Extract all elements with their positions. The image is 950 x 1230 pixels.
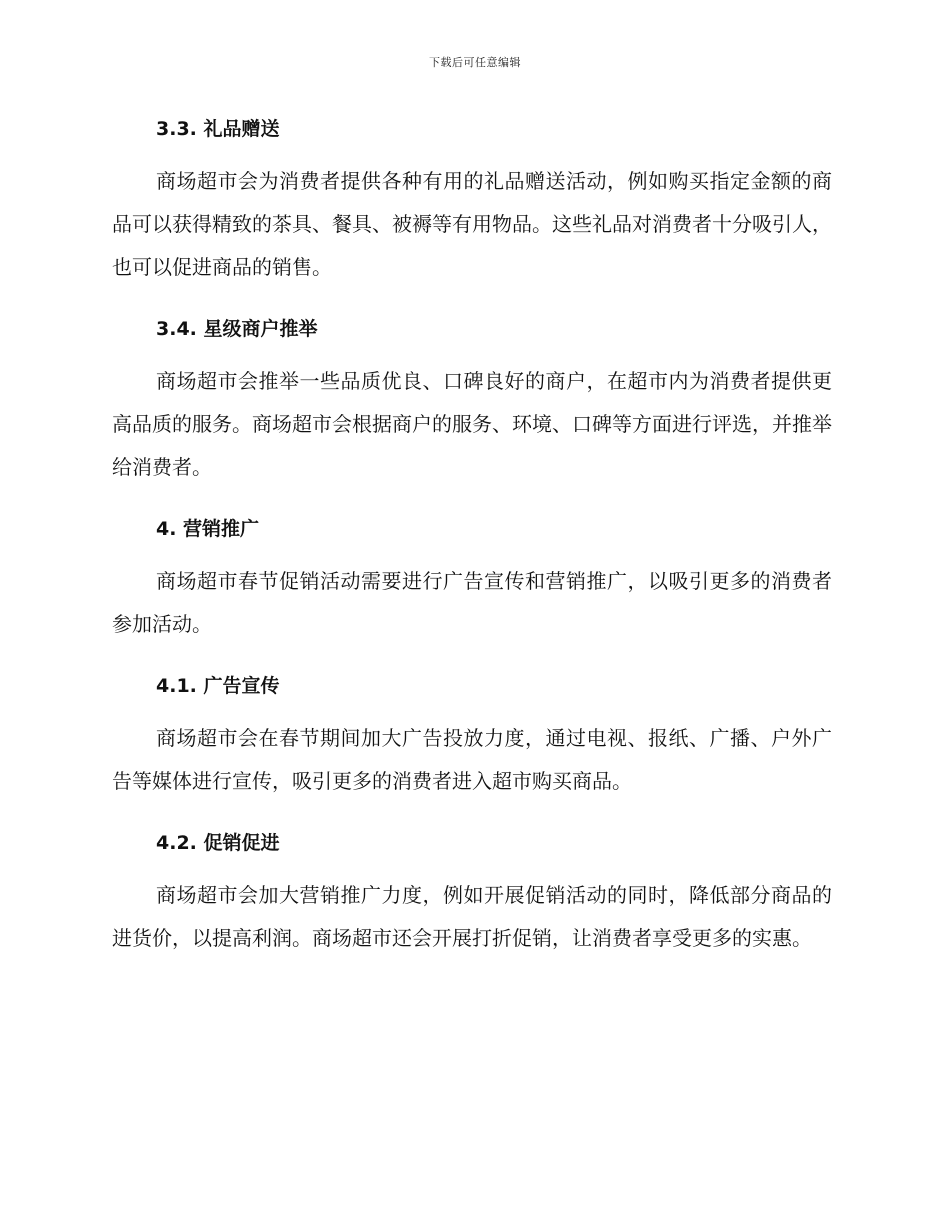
section-heading-marketing: 4. 营销推广 <box>156 518 260 540</box>
section-paragraph-advertising: 商场超市会在春节期间加大广告投放力度，通过电视、报纸、广播、户外广告等媒体进行宣传，吸引更多的消费者进入超市购买商品。 <box>112 726 832 793</box>
section-heading-gift: 3.3. 礼品赠送 <box>156 118 280 140</box>
section-paragraph-gift: 商场超市会为消费者提供各种有用的礼品赠送活动，例如购买指定金额的商品可以获得精致的茶具、餐具、被褥等有用物品。这些礼品对消费者十分吸引人，也可以促进商品的销售。 <box>112 169 832 279</box>
section-heading-advertising: 4.1. 广告宣传 <box>156 675 280 697</box>
section-heading-promotion: 4.2. 促销促进 <box>156 832 280 854</box>
document-body <box>112 108 832 979</box>
page-header: 下载后可任意编辑 <box>429 56 521 69</box>
section-paragraph-promotion: 商场超市会加大营销推广力度，例如开展促销活动的同时，降低部分商品的进货价，以提高利润。商场超市还会开展打折促销，让消费者享受更多的实惠。 <box>112 883 832 950</box>
section-heading-star-merchant: 3.4. 星级商户推举 <box>156 318 318 340</box>
section-paragraph-star-merchant: 商场超市会推举一些品质优良、口碑良好的商户，在超市内为消费者提供更高品质的服务。商场超市会根据商户的服务、环境、口碑等方面进行评选，并推举给消费者。 <box>112 369 832 479</box>
section-paragraph-marketing: 商场超市春节促销活动需要进行广告宣传和营销推广，以吸引更多的消费者参加活动。 <box>112 569 832 636</box>
